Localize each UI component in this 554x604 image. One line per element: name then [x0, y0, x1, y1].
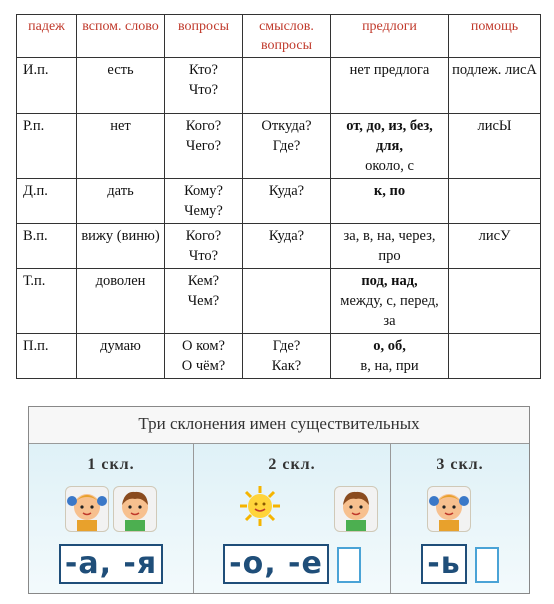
prepositions-cell: [331, 269, 449, 334]
help-text: лисЫ: [477, 118, 512, 134]
helper-word-cell: [77, 334, 165, 379]
questions-cell: [165, 179, 243, 224]
questions-cell: [165, 224, 243, 269]
case-name: Р.п.: [23, 118, 45, 134]
table-row: [17, 58, 541, 114]
meaning-questions-cell: [243, 114, 331, 179]
prepositions-cell: [331, 179, 449, 224]
helper-word: есть: [107, 62, 134, 78]
boy-icon: [334, 486, 378, 532]
prepositions-plain: за, в, на, через, про: [343, 228, 436, 264]
declension-2-column: [194, 444, 391, 593]
questions-cell: [165, 114, 243, 179]
question: Чем?: [187, 293, 220, 309]
table-row: [17, 179, 541, 224]
meaning-question: Куда?: [268, 183, 305, 199]
prepositions-bold: под, над,: [361, 273, 418, 289]
question: Что?: [188, 82, 219, 98]
help-text: подлеж. лисА: [452, 62, 537, 78]
question: Что?: [188, 248, 219, 264]
help-cell: [449, 114, 541, 179]
girl-icon: [427, 486, 471, 532]
prepositions-cell: [331, 224, 449, 269]
boy-icon: [113, 486, 157, 532]
empty-ending-box: [475, 547, 499, 583]
meaning-question: Где?: [272, 138, 301, 154]
header-help: помощь: [449, 15, 541, 58]
case-name: В.п.: [23, 228, 48, 244]
declension-1-endings: -а, -я: [29, 544, 193, 584]
prepositions-bold: о, об,: [373, 338, 406, 354]
meaning-questions-cell: [243, 58, 331, 114]
case-cell: [17, 114, 77, 179]
declension-3-endings: -ь: [391, 544, 529, 584]
prepositions-bold: к, по: [373, 183, 406, 199]
case-name: И.п.: [23, 62, 49, 78]
header-helper-word: вспом. слово: [77, 15, 165, 58]
meaning-questions-cell: [243, 269, 331, 334]
help-cell: [449, 224, 541, 269]
case-name: Д.п.: [23, 183, 48, 199]
helper-word-cell: [77, 179, 165, 224]
declension-2-endings: -о, -е: [194, 544, 390, 584]
helper-word: думаю: [100, 338, 141, 354]
meaning-question: Откуда?: [261, 118, 312, 134]
question: Кто?: [189, 62, 218, 78]
help-text: лисУ: [478, 228, 511, 244]
help-cell: [449, 179, 541, 224]
questions-cell: [165, 58, 243, 114]
questions-cell: [165, 334, 243, 379]
question: Чего?: [185, 138, 222, 154]
declension-1-label: 1 скл.: [87, 456, 135, 473]
case-name: П.п.: [23, 338, 49, 354]
table-row: [17, 334, 541, 379]
empty-ending-box: [337, 547, 361, 583]
meaning-question: Где?: [272, 338, 301, 354]
case-cell: [17, 334, 77, 379]
declension-1-column: [29, 444, 194, 593]
header-prepositions: предлоги: [331, 15, 449, 58]
declension-3-column: [391, 444, 529, 593]
helper-word: нет: [110, 118, 131, 134]
declension-panel: [28, 406, 530, 594]
meaning-questions-cell: [243, 224, 331, 269]
girl-icon: [65, 486, 109, 532]
question: О чём?: [181, 358, 226, 374]
help-cell: [449, 334, 541, 379]
table-row: [17, 269, 541, 334]
prepositions-plain: между, с, перед, за: [340, 293, 439, 329]
help-cell: [449, 269, 541, 334]
helper-word: вижу (виню): [81, 228, 160, 244]
prepositions-cell: [331, 334, 449, 379]
helper-word-cell: [77, 114, 165, 179]
table-row: [17, 224, 541, 269]
prepositions-plain: нет предлога: [349, 62, 430, 78]
declension-3-label: 3 скл.: [436, 456, 484, 473]
question: О ком?: [182, 338, 225, 354]
helper-word-cell: [77, 269, 165, 334]
declension-title: Три склонения имен существительных: [29, 407, 529, 444]
prepositions-plain: в, на, при: [360, 358, 419, 374]
meaning-question: Как?: [271, 358, 302, 374]
prepositions-cell: [331, 114, 449, 179]
helper-word-cell: [77, 58, 165, 114]
help-cell: [449, 58, 541, 114]
meaning-question: Куда?: [268, 228, 305, 244]
declension-2-label: 2 скл.: [268, 456, 316, 473]
header-meaning-questions: смыслов. вопросы: [243, 15, 331, 58]
question: Кого?: [185, 118, 222, 134]
case-name: Т.п.: [23, 273, 46, 289]
header-case: падеж: [17, 15, 77, 58]
question: Чему?: [184, 203, 223, 219]
questions-cell: [165, 269, 243, 334]
case-cell: [17, 224, 77, 269]
question: Кем?: [187, 273, 220, 289]
case-table: [16, 14, 541, 379]
prepositions-bold: от, до, из, без, для,: [346, 118, 433, 154]
prepositions-cell: [331, 58, 449, 114]
sun-icon: [238, 484, 282, 533]
question: Кого?: [185, 228, 222, 244]
case-cell: [17, 179, 77, 224]
helper-word-cell: [77, 224, 165, 269]
meaning-questions-cell: [243, 334, 331, 379]
case-cell: [17, 269, 77, 334]
helper-word: доволен: [95, 273, 146, 289]
case-cell: [17, 58, 77, 114]
table-header-row: [17, 15, 541, 58]
table-row: [17, 114, 541, 179]
meaning-questions-cell: [243, 179, 331, 224]
prepositions-plain: около, с: [365, 158, 414, 174]
header-questions: вопросы: [165, 15, 243, 58]
question: Кому?: [184, 183, 223, 199]
helper-word: дать: [107, 183, 134, 199]
